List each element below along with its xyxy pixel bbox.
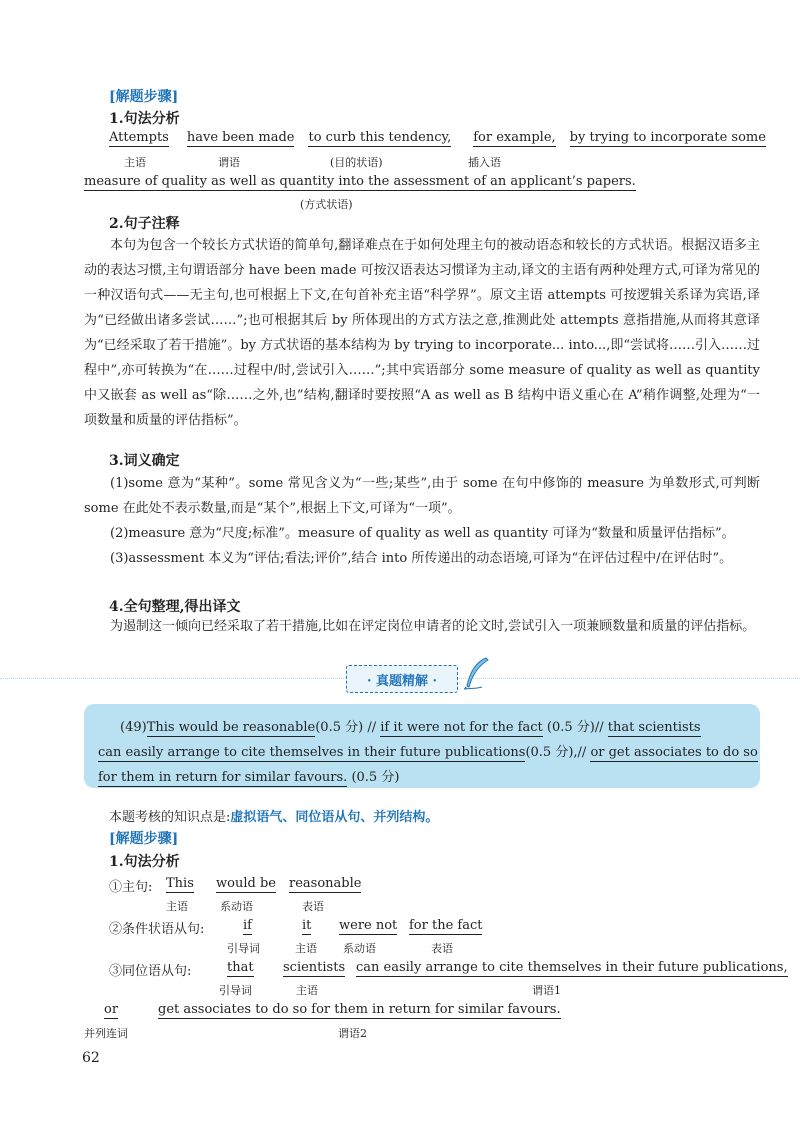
notes-paragraph: 本句为包含一个较长方式状语的简单句,翻译难点在于如何处理主句的被动语态和较长的方式状语。根据汉语多主动的表达习惯,主句谓语部分 have been made 可按汉语表达习惯译为主动,译文的主语有两种处理方式,可译为常见的一种汉语句式——无主句,也可根据上下文,在句首补充主语“科学界”。原文主语 attempts 可按逻辑关系译为宾语,译为“已经做出诸多尝试……”;也可根据其后 by 所体现出的方式方法之意,推测此处 attempts 意指措施,从而将其意译为“已经采取了若干措施”。by 方式状语的基本结构为 by trying to incorporate... into...,即“尝试将……引入……过程中”,亦可转换为“在……过程中/时,尝试引入……”;其中宾语部分 some measure of quality as well as quantity 中又嵌套 as well as“除……之外,也”结构,翻译时要按照“A as well as B 结构中语义重心在 A”稍作调整,处理为“一项数量和质量的评估指标”。 [84,238,760,428]
grammar-label: 谓语1 [532,984,561,997]
sentence-segment: to curb this tendency, [308,130,452,145]
quill-icon [462,656,490,690]
exam-segment: for them in return for similar favours. [98,770,348,785]
appos-clause-prefix: ③同位语从句: [109,964,192,979]
clause-word-text: were not [339,918,398,933]
exam-segment: or get associates to do so [590,745,758,760]
grammar-label: 谓语2 [338,1027,367,1040]
exam-line-3 [98,766,399,785]
knowledge-highlight: 虚拟语气、同位语从句、并列结构。 [230,810,439,825]
clause-word [216,876,276,891]
grammar-label: 表语 [302,900,324,913]
grammar-label: 插入语 [468,156,501,169]
main-clause-prefix: ①主句: [109,880,153,895]
clause-word [227,960,254,975]
sentence-segment: for example, [473,130,556,145]
cond-clause-prefix: ②条件状语从句: [109,922,205,937]
clause-word-text: reasonable [289,876,362,891]
sentence-segment: measure of quality as well as quantity into the assessment of an applicant’s papers. [84,174,636,189]
grammar-label: 主语 [124,156,146,169]
clause-word [166,876,194,891]
section-title-notes: 2.句子注释 [109,216,180,232]
sentence-segment: have been made [186,130,295,145]
clause-word [289,876,361,891]
score-note: (0.5 分) [315,720,364,735]
clause-word-text: that [227,960,254,975]
clause-word [283,960,345,975]
exam-segment: This would be reasonable [146,720,316,735]
clause-word-text: get associates to do so for them in return for similar favours. [158,1002,561,1017]
exam-item-number: (49) [120,720,147,735]
clause-word-text: would be [216,876,276,891]
grammar-label: 系动语 [343,942,376,955]
grammar-label: 表语 [431,942,453,955]
score-note: (0.5 分)// [542,720,608,735]
grammar-label: 主语 [166,900,188,913]
exam-segment: can easily arrange to cite themselves in their future publications [98,745,526,760]
clause-word [409,918,482,933]
page-number: 62 [82,1050,100,1066]
score-note: (0.5 分) [525,745,574,760]
grammar-label: 引导词 [227,942,260,955]
grammar-label: 主语 [295,942,317,955]
clause-word [243,918,252,933]
knowledge-points [109,806,438,825]
word-meaning-item: (3)assessment 本义为“评估;看法;评价”,结合 into 所传递出的动态语境,可译为“在评估过程中/在评估时”。 [110,551,733,566]
exam-segment: if it were not for the fact [380,720,543,735]
clause-word [104,1002,118,1017]
grammar-label: 并列连词 [84,1027,128,1040]
clause-word-text: it [302,918,312,933]
clause-word-text: can easily arrange to cite themselves in their future publications, [356,960,788,975]
sentence-line-2 [84,174,636,189]
word-meaning-item: (1)some 意为“某种”。some 常见含义为“一些;某些”,由于 some 在句中修饰的 measure 为单数形式,可判断 some 在此处不表示数量,而是“某个”,根据上下文,可译为“一项”。 [84,476,760,516]
exam-line-2 [98,741,758,760]
knowledge-prefix: 本题考核的知识点是: [109,810,231,825]
section-title-syntax: 1.句法分析 [109,854,180,870]
section-banner: · 真题精解 · [346,665,458,693]
sentence-line-1 [109,130,766,145]
clause-word-text: scientists [283,960,346,975]
section-title-translation: 4.全句整理,得出译文 [109,599,241,615]
section-title-word-meaning: 3.词义确定 [109,453,180,469]
clause-word [302,918,311,933]
exam-line-1 [120,716,701,735]
grammar-label: 引导词 [219,984,252,997]
clause-word-text: if [243,918,252,933]
exam-segment: that scientists [607,720,701,735]
separator: // [363,720,381,735]
word-meaning-item: (2)measure 意为“尺度;标准”。measure of quality as well as quantity 可译为“数量和质量评估指标”。 [110,526,735,541]
section-title-syntax: 1.句法分析 [109,111,180,127]
clause-word [356,960,788,975]
grammar-label: (方式状语) [300,198,353,211]
clause-word [339,918,397,933]
translation-paragraph: 为遏制这一倾向已经采取了若干措施,比如在评定岗位申请者的论文时,尝试引入一项兼顾数量和质量的评估指标。 [110,619,756,634]
clause-word-text: This [166,876,194,891]
grammar-label: (目的状语) [330,156,383,169]
clause-word [158,1002,561,1017]
clause-word-text: or [104,1002,119,1017]
grammar-label: 系动语 [220,900,253,913]
steps-heading: [解题步骤] [109,89,179,105]
grammar-label: 主语 [296,984,318,997]
separator: ,// [573,745,591,760]
score-note: (0.5 分) [347,770,400,785]
sentence-segment: by trying to incorporate some [569,130,766,145]
sentence-segment: Attempts [109,130,169,145]
clause-word-text: for the fact [409,918,483,933]
grammar-label: 谓语 [218,156,240,169]
steps-heading: [解题步骤] [109,831,179,847]
